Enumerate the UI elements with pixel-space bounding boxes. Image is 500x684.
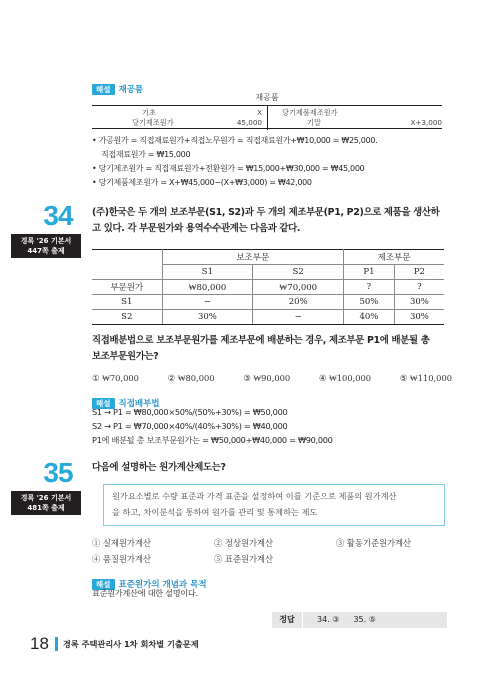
bullet-item: • 당기제품제조원가 = X+₩45,000−(X+₩3,000) = ₩42,000 <box>92 178 312 187</box>
table-corner <box>92 250 162 280</box>
credit-value: X+3,000 <box>410 117 442 127</box>
bullet-item: • 가공원가 = 직접재료원가+직접노무원가 = 직접재료원가+₩10,000 = ₩25,000. <box>92 136 378 145</box>
debit-label: 기초 <box>142 108 156 117</box>
q34-solution-body: S1 → P1 = ₩80,000×50%/(50%+30%) = ₩50,000 S2 → P1 = ₩70,000×40%/(40%+30%) = ₩40,000 P1에 배분될 총 보조부문원가는 = ₩50,000+₩40,000 = ₩90,000 <box>92 407 333 445</box>
answer-bar <box>272 612 447 628</box>
option-5[interactable]: ⑤ 표준원가계산 <box>214 554 274 564</box>
solution-tag: 해설 <box>92 84 115 95</box>
option-1[interactable]: ① ₩70,000 <box>92 373 139 383</box>
t-account <box>92 93 442 129</box>
answer-options <box>92 535 452 567</box>
prev-solution-bullets <box>92 134 442 190</box>
table-row: S1 − 20% 50% 30% <box>92 295 444 310</box>
table-sub-header: P1 <box>344 265 395 280</box>
answer-options <box>92 373 452 383</box>
source-badge: 경록 '26 기본서 447쪽 출제 <box>11 234 81 258</box>
table-sub-header: P2 <box>394 265 444 280</box>
question-number: 35 <box>43 457 73 488</box>
option-4[interactable]: ④ 품질원가계산 <box>92 554 152 564</box>
t-account-credit <box>272 108 442 127</box>
answer-label: 정답 <box>279 615 295 624</box>
option-4[interactable]: ④ ₩100,000 <box>318 373 372 383</box>
option-1[interactable]: ① 실제원가계산 <box>92 538 152 548</box>
t-account-title: 재공품 <box>255 93 279 102</box>
bullet-item: 직접재료원가 = ₩15,000 <box>101 150 191 159</box>
question-text: (주)한국은 두 개의 보조부문(S1, S2)과 두 개의 제조부문(P1, P2)으로 제품을 생산하 고 있다. 각 부문원가와 용역수수관계는 다음과 같다. <box>92 207 440 234</box>
question-text: 다음에 설명하는 원가계산제도는? <box>92 462 226 473</box>
debit-value: 45,000 <box>236 117 262 127</box>
table-row: S2 30% − 40% 30% <box>92 310 444 325</box>
solution-title: 재공품 <box>118 85 144 95</box>
solution-tag: 해설 <box>92 398 115 409</box>
footer-divider <box>55 637 58 651</box>
solution-title: 표준원가의 개념과 목적 <box>118 580 207 590</box>
option-5[interactable]: ⑤ ₩110,000 <box>399 373 452 383</box>
table-group-header: 제조부문 <box>344 250 444 265</box>
answer-item: 34. ③ <box>317 615 340 624</box>
table-group-header: 보조부문 <box>162 250 344 265</box>
option-2[interactable]: ② 정상원가계산 <box>214 538 274 548</box>
table-sub-header: S1 <box>162 265 253 280</box>
question-number: 34 <box>43 200 73 231</box>
option-2[interactable]: ② ₩80,000 <box>167 373 215 383</box>
credit-label: 기말 <box>307 117 321 127</box>
page-footer <box>30 635 199 653</box>
source-badge: 경록 '26 기본서 481쪽 출제 <box>11 491 81 515</box>
debit-value: X <box>257 108 262 117</box>
department-cost-table <box>92 249 444 325</box>
option-3[interactable]: ③ 활동기준원가계산 <box>336 538 412 548</box>
credit-label: 당기제품제조원가 <box>282 108 338 117</box>
t-account-debit <box>92 108 262 127</box>
solution-tag: 해설 <box>92 579 115 590</box>
option-3[interactable]: ③ ₩90,000 <box>243 373 291 383</box>
solution-title: 직접배부법 <box>118 399 160 409</box>
description-box: 원가요소별로 수량 표준과 가격 표준을 설정하여 이를 기준으로 제품의 원가계산 을 하고, 차이분석을 통하여 원가를 관리 및 통제하는 제도 <box>103 484 445 526</box>
q35-solution-body: 표준원가계산에 대한 설명이다. <box>92 588 198 598</box>
bullet-item: • 당기제조원가 = 직접재료원가+전환원가 = ₩15,000+₩30,000 = ₩45,000 <box>92 164 365 173</box>
book-title: 경록 주택관리사 1차 회차별 기출문제 <box>62 638 199 649</box>
page-number: 18 <box>30 634 49 653</box>
table-row: 부문원가 ₩80,000 ₩70,000 ? ? <box>92 280 444 295</box>
table-sub-header: S2 <box>253 265 344 280</box>
answer-item: 35. ⑤ <box>353 615 376 624</box>
question-ask: 직접배분법으로 보조부문원가를 제조부문에 배분하는 경우, 제조부문 P1에 배분될 총 보조부문원가는? <box>92 335 430 362</box>
debit-label: 당기제조원가 <box>132 117 174 127</box>
